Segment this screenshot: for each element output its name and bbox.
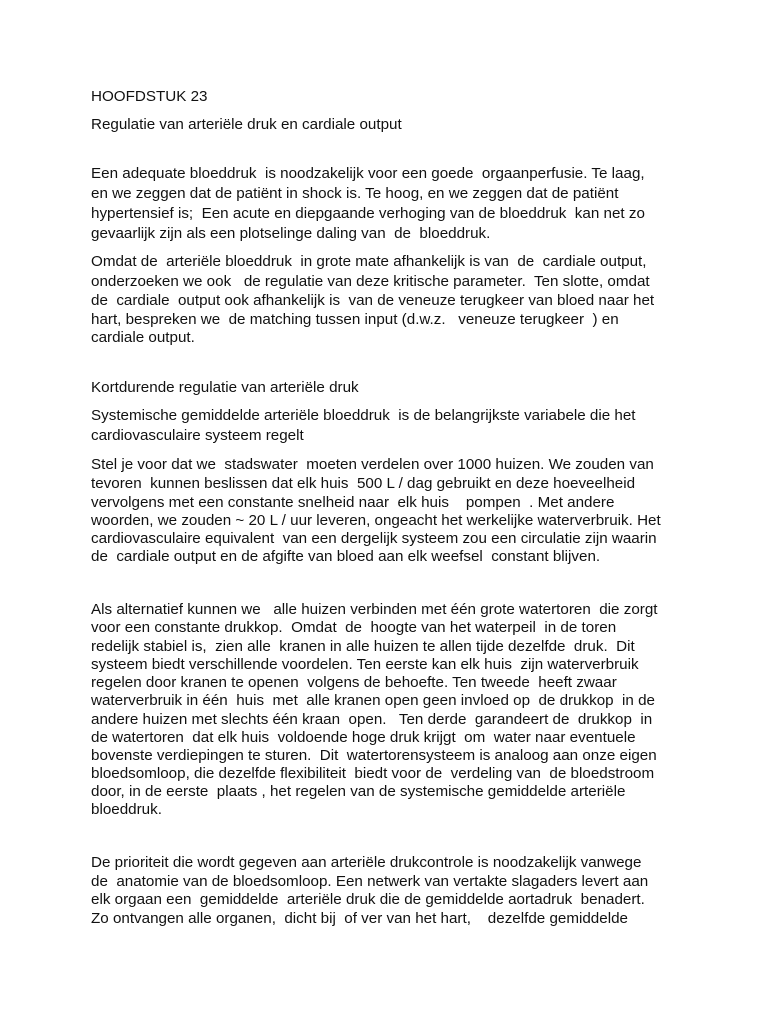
- subsection-heading: cardiovasculaire systeem regelt: [91, 427, 304, 444]
- text-line: voor een constante drukkop. Omdat de hoogte van het waterpeil in de toren: [91, 619, 617, 636]
- text-line: systeem biedt verschillende voordelen. Ten eerste kan elk huis zijn waterverbruik: [91, 656, 639, 673]
- text-line: elk orgaan een gemiddelde arteriële druk die de gemiddelde aortadruk benadert.: [91, 891, 645, 908]
- text-line: regelen door kranen te openen volgens de behoefte. Ten tweede heeft zwaar: [91, 674, 617, 691]
- text-line: Stel je voor dat we stadswater moeten verdelen over 1000 huizen. We zouden van: [91, 456, 654, 473]
- text-line: de watertoren dat elk huis voldoende hoge druk krijgt om water naar eventuele: [91, 729, 636, 746]
- text-line: de anatomie van de bloedsomloop. Een netwerk van vertakte slagaders levert aan: [91, 873, 649, 890]
- text-line: tevoren kunnen beslissen dat elk huis 500 L / dag gebruikt en deze hoeveelheid: [91, 475, 636, 492]
- text-line: de cardiale output en de afgifte van bloed aan elk weefsel constant blijven.: [91, 548, 601, 565]
- text-line: hypertensief is; Een acute en diepgaande verhoging van de bloeddruk kan net zo: [91, 205, 645, 222]
- text-line: door, in de eerste plaats , het regelen van de systemische gemiddelde arteriële: [91, 783, 626, 800]
- chapter-title: Regulatie van arteriële druk en cardiale output: [91, 116, 402, 133]
- text-line: cardiale output.: [91, 329, 195, 346]
- text-line: gevaarlijk zijn als een plotselinge daling van de bloeddruk.: [91, 225, 491, 242]
- text-line: cardiovasculaire equivalent van een dergelijk systeem zou een circulatie zijn waarin: [91, 530, 657, 547]
- text-line: Een adequate bloeddruk is noodzakelijk voor een goede orgaanperfusie. Te laag,: [91, 165, 645, 182]
- text-line: Als alternatief kunnen we alle huizen verbinden met één grote watertoren die zorgt: [91, 601, 658, 618]
- text-line: Zo ontvangen alle organen, dicht bij of ver van het hart, dezelfde gemiddelde: [91, 910, 628, 927]
- text-line: vervolgens met een constante snelheid naar elk huis pompen . Met andere: [91, 494, 615, 511]
- section-heading: Kortdurende regulatie van arteriële druk: [91, 379, 359, 396]
- text-line: redelijk stabiel is, zien alle kranen in alle huizen te allen tijde dezelfde druk. Dit: [91, 638, 635, 655]
- text-line: de cardiale output ook afhankelijk is van de veneuze terugkeer van bloed naar het: [91, 292, 655, 309]
- subsection-heading: Systemische gemiddelde arteriële bloeddruk is de belangrijkste variabele die het: [91, 407, 636, 424]
- text-line: en we zeggen dat de patiënt in shock is. Te hoog, en we zeggen dat de patiënt: [91, 185, 619, 202]
- text-line: hart, bespreken we de matching tussen input (d.w.z. veneuze terugkeer ) en: [91, 311, 619, 328]
- chapter-heading: HOOFDSTUK 23: [91, 88, 208, 105]
- text-line: onderzoeken we ook de regulatie van deze kritische parameter. Ten slotte, omdat: [91, 273, 650, 290]
- text-line: bovenste verdiepingen te sturen. Dit watertorensysteem is analoog aan onze eigen: [91, 747, 657, 764]
- text-line: waterverbruik in één huis met alle kranen open geen invloed op de drukkop in de: [91, 692, 655, 709]
- text-line: bloedsomloop, die dezelfde flexibiliteit biedt voor de verdeling van de bloedstroom: [91, 765, 655, 782]
- text-line: andere huizen met slechts één kraan open. Ten derde garandeert de drukkop in: [91, 711, 653, 728]
- text-line: Omdat de arteriële bloeddruk in grote mate afhankelijk is van de cardiale output,: [91, 253, 647, 270]
- text-line: De prioriteit die wordt gegeven aan arteriële drukcontrole is noodzakelijk vanwege: [91, 854, 642, 871]
- text-line: woorden, we zouden ~ 20 L / uur leveren, ongeacht het werkelijke waterverbruik. Het: [91, 512, 661, 529]
- text-line: bloeddruk.: [91, 801, 162, 818]
